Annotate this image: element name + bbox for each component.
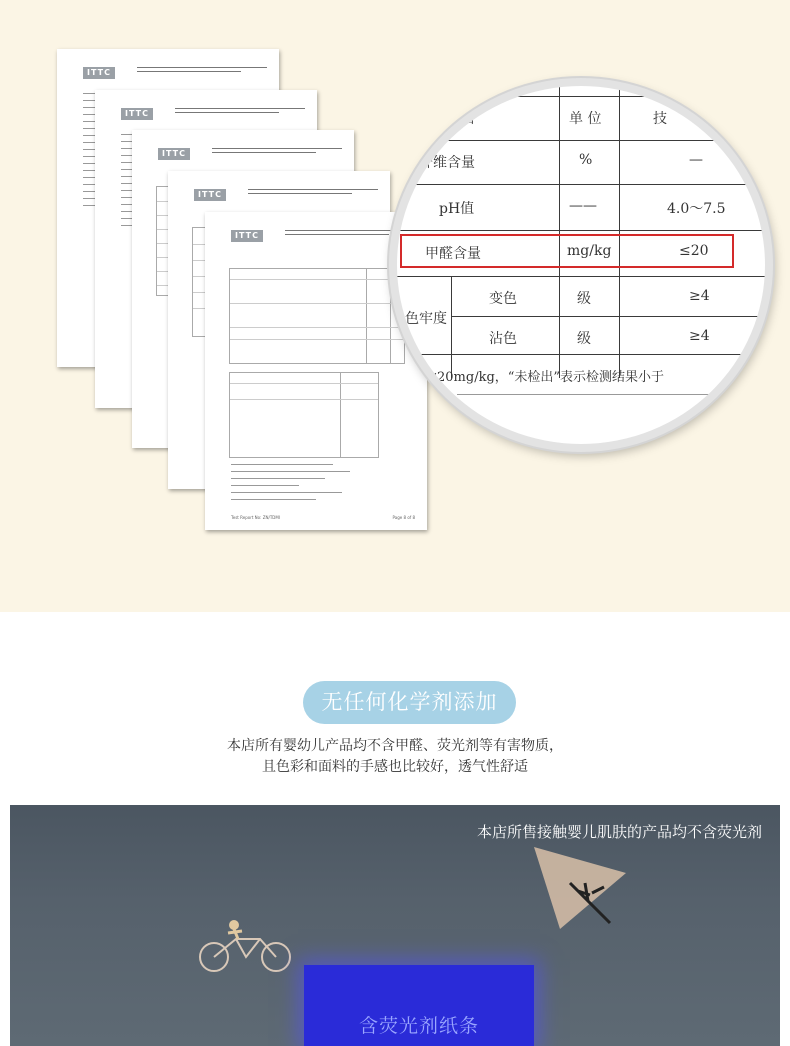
row-limit: ≤20: [679, 243, 709, 259]
formaldehyde-highlight: [400, 234, 734, 268]
row-item: pH值: [439, 201, 475, 217]
bicycle-icon: [190, 917, 300, 977]
table-footnote: 限为20mg/kg，“未检出”表示检测结果小于: [411, 370, 665, 385]
page-number: Page 8 of 8: [392, 515, 415, 520]
test-result-table: [397, 86, 773, 452]
row-unit: 级: [577, 331, 591, 347]
row-limit: 4.0～7.5: [667, 201, 726, 217]
description-line-2: 且色彩和面料的手感也比较好，透气性舒适: [262, 759, 528, 775]
company-logo: ITTC: [194, 189, 226, 201]
description-line-1: 本店所有婴幼儿产品均不含甲醛、荧光剂等有害物质，: [227, 738, 563, 754]
paper-plane-icon: [530, 843, 630, 933]
row-item: 纤维含量: [419, 155, 475, 171]
row-unit: %: [579, 152, 593, 168]
company-logo: ITTC: [121, 108, 153, 120]
company-logo: ITTC: [231, 230, 263, 242]
company-logo: ITTC: [158, 148, 190, 160]
row-unit: 级: [577, 291, 591, 307]
strip-label: 含荧光剂纸条: [358, 1015, 479, 1037]
row-item: 甲醛含量: [425, 246, 481, 262]
magnifier-circle: [389, 78, 773, 452]
row-item: 变色: [489, 291, 517, 307]
section-title-pill: 无任何化学剂添加: [303, 681, 516, 724]
fluorescent-paper-strip: [304, 965, 534, 1046]
row-item: 沾色: [489, 331, 517, 347]
header-unit: 单 位: [569, 111, 602, 127]
header-item: 项 目: [443, 111, 476, 127]
row-limit: —: [689, 152, 703, 168]
row-limit: ≥4: [689, 288, 710, 304]
row-unit: ——: [569, 198, 597, 214]
photo-caption: 本店所售接触婴儿肌肤的产品均不含荧光剂: [476, 823, 762, 841]
row-unit: mg/kg: [567, 243, 612, 259]
company-logo: ITTC: [83, 67, 115, 79]
row-limit: ≥4: [689, 328, 710, 344]
report-number: Test Report No: ZN/TDMI: [231, 515, 280, 520]
header-limit: 技: [653, 111, 667, 127]
row-group: 色牢度: [405, 311, 447, 327]
uv-test-photo: [10, 805, 780, 1046]
